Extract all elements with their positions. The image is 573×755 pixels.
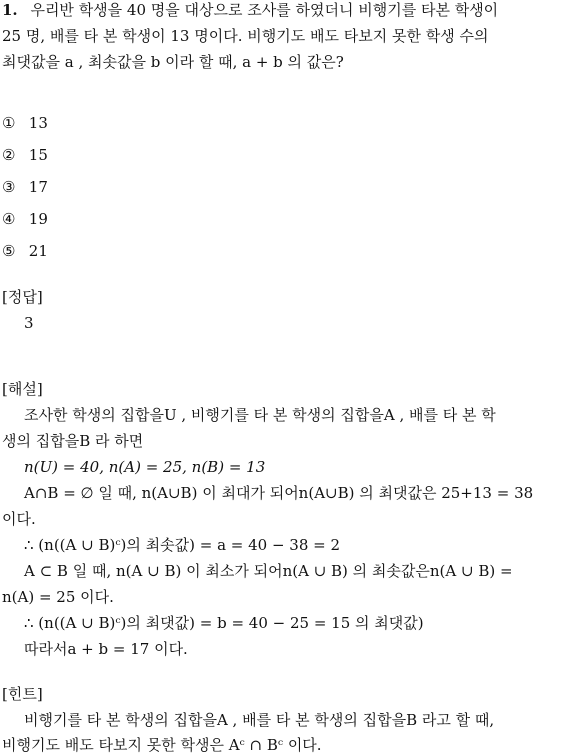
problem-text: 우리반 학생을 40 명을 대상으로 조사를 하였더니 비행기를 타본 학생이 (30, 1, 499, 19)
option-5[interactable] (2, 241, 48, 261)
problem-number: 1. (2, 1, 18, 19)
option-value: 21 (28, 242, 48, 260)
solution-heading: [해설] (2, 380, 43, 398)
option-value: 19 (28, 210, 48, 228)
option-marker: ① (2, 114, 16, 132)
problem-line-2: 25 명, 배를 타 본 학생이 13 명이다. 비행기도 배도 타보지 못한 학생 수의 (2, 27, 489, 45)
solution-line: 조사한 학생의 집합을U , 비행기를 타 본 학생의 집합을A , 배를 타 본 학 (24, 406, 496, 424)
option-3[interactable] (2, 177, 48, 197)
solution-line: 따라서a + b = 17 이다. (24, 640, 188, 658)
problem-line-3: 최댓값을 a , 최솟값을 b 이라 할 때, a + b 의 값은? (2, 53, 344, 71)
option-marker: ⑤ (2, 242, 16, 260)
solution-line: 이다. (2, 510, 36, 528)
option-value: 15 (28, 146, 48, 164)
option-value: 17 (28, 178, 48, 196)
option-value: 13 (28, 114, 48, 132)
hint-line: 비행기도 배도 타보지 못한 학생은 Aᶜ ∩ Bᶜ 이다. (2, 736, 322, 754)
solution-line: A ⊂ B 일 때, n(A ∪ B) 이 최소가 되어n(A ∪ B) 의 최솟값은n(A ∪ B) = (24, 562, 513, 580)
solution-line: ∴ (n((A ∪ B)ᶜ)의 최댓값) = b = 40 − 25 = 15 의 최댓값) (24, 614, 424, 632)
solution-line: n(A) = 25 이다. (2, 588, 114, 606)
option-1[interactable] (2, 113, 48, 133)
solution-line: 생의 집합을B 라 하면 (2, 432, 144, 450)
option-4[interactable] (2, 209, 48, 229)
solution-line: A∩B = ∅ 일 때, n(A∪B) 이 최대가 되어n(A∪B) 의 최댓값은 25+13 = 38 (24, 484, 534, 502)
answer-value: 3 (24, 314, 34, 332)
solution-line: ∴ (n((A ∪ B)ᶜ)의 최솟값) = a = 40 − 38 = 2 (24, 536, 341, 554)
hint-line: 비행기를 타 본 학생의 집합을A , 배를 타 본 학생의 집합을B 라고 할 때, (24, 711, 495, 729)
option-marker: ② (2, 146, 16, 164)
option-marker: ③ (2, 178, 16, 196)
answer-heading: [정답] (2, 288, 43, 306)
problem-line-1 (2, 0, 498, 20)
option-marker: ④ (2, 210, 16, 228)
option-2[interactable] (2, 145, 48, 165)
solution-equation: n(U) = 40, n(A) = 25, n(B) = 13 (24, 458, 266, 476)
hint-heading: [힌트] (2, 685, 43, 703)
